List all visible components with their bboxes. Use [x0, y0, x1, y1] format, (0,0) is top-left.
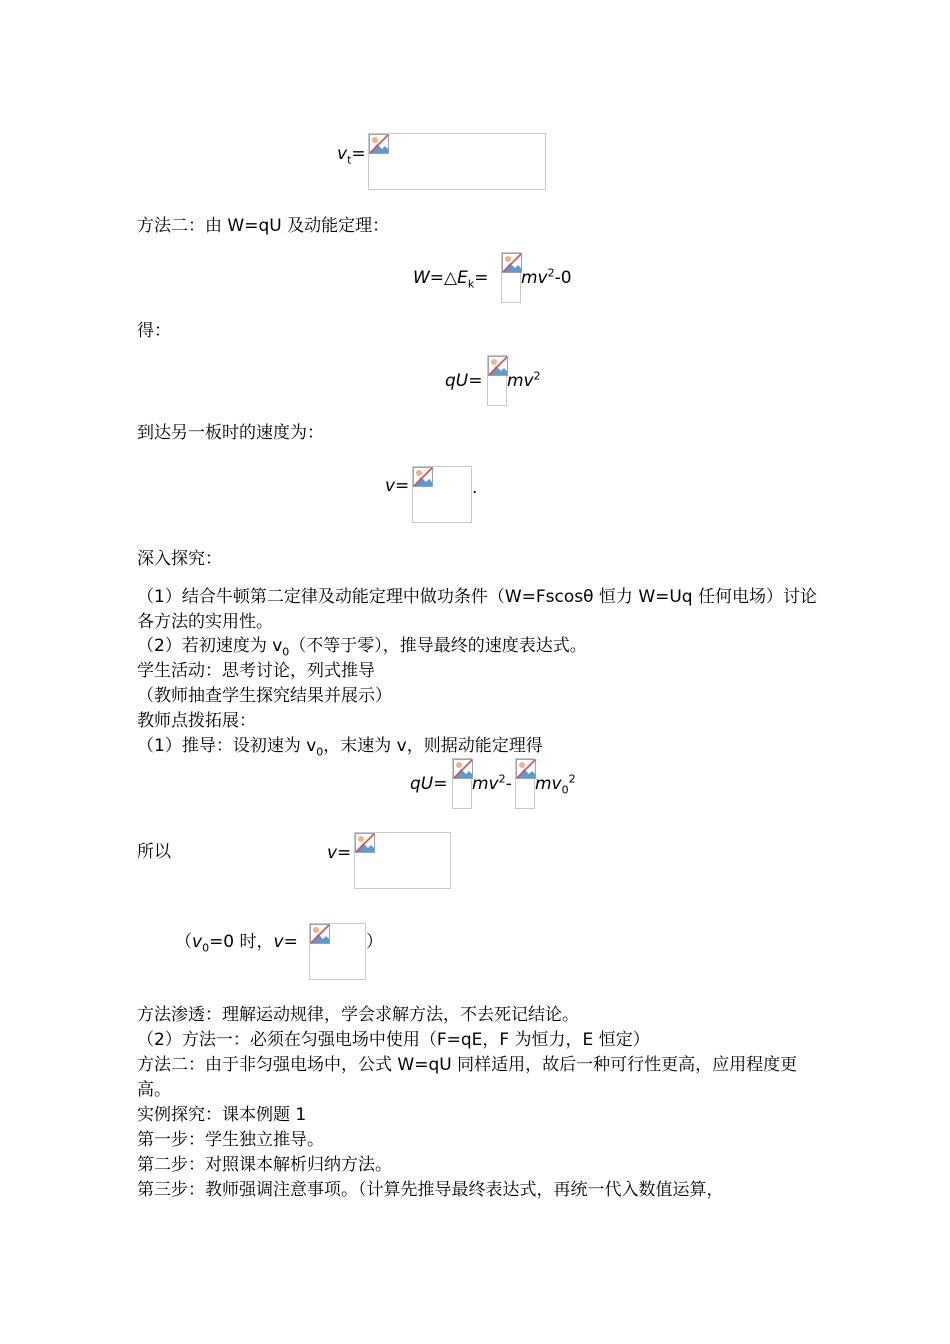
teacher-check: （教师抽查学生探究结果并展示）	[137, 686, 392, 706]
example-inquiry: 实例探究：课本例题 1	[137, 1105, 307, 1125]
broken-image-icon	[369, 134, 389, 154]
label-suoyi: 所以	[137, 842, 171, 862]
heading-deep-inquiry: 深入探究：	[137, 549, 222, 569]
formula-v-period: .	[472, 478, 478, 498]
formula-image	[368, 133, 546, 190]
formula-qu2-lhs: qU=	[410, 774, 448, 794]
formula-image	[452, 758, 472, 809]
formula-suoyi-v: v=	[327, 843, 352, 863]
formula-paren-line: （$v_0=0$ 时，v=	[175, 932, 298, 955]
formula-image	[515, 758, 535, 809]
step-3: 第三步：教师强调注意事项。（计算先推导最终表达式，再统一代入数值运算，	[137, 1180, 724, 1200]
teacher-guidance: 教师点拨拓展：	[137, 711, 256, 731]
method-one: （2）方法一：必须在匀强电场中使用（F=qE，F 为恒力，E 恒定）	[137, 1030, 650, 1050]
student-activity: 学生活动：思考讨论，列式推导	[137, 661, 375, 681]
broken-image-icon	[516, 759, 536, 779]
broken-image-icon	[502, 253, 522, 273]
broken-image-icon	[355, 833, 375, 853]
paragraph-arrive: 到达另一板时的速度为：	[137, 423, 324, 443]
broken-image-icon	[310, 924, 330, 944]
question-1: （1）结合牛顿第二定律及动能定理中做功条件（W=Fscosθ 恒力 W=Uq 任何电场）讨论各方法的实用性。	[137, 587, 818, 632]
formula-image	[487, 355, 507, 406]
question-2: （2）若初速度为 $v_0$（不等于零），推导最终的速度表达式。	[137, 636, 587, 659]
paragraph-de: 得：	[137, 321, 171, 341]
formula-qu2-rhs: $mv_0^2$	[535, 772, 576, 797]
broken-image-icon	[413, 467, 433, 487]
formula-image	[412, 466, 472, 523]
formula-v-lhs: v=	[385, 476, 410, 496]
formula-image	[309, 923, 366, 980]
step-2: 第二步：对照课本解析归纳方法。	[137, 1155, 392, 1175]
broken-image-icon	[453, 759, 473, 779]
formula-w-lhs: $W=\triangle E_k=$	[413, 268, 489, 291]
formula-qu-rhs: $mv^2$	[507, 369, 541, 391]
broken-image-icon	[488, 356, 508, 376]
formula-paren-close: ）	[366, 932, 383, 952]
formula-qu-lhs: qU=	[445, 371, 483, 391]
method-penetration: 方法渗透：理解运动规律，学会求解方法，不去死记结论。	[137, 1005, 579, 1025]
formula-w-rhs: $mv^2-0$	[521, 266, 572, 288]
formula-image	[354, 832, 451, 889]
step-1: 第一步：学生独立推导。	[137, 1130, 324, 1150]
formula-vt-lhs: $v_t=$	[337, 144, 366, 167]
method-two: 方法二：由于非匀强电场中，公式 W=qU 同样适用，故后一种可行性更高，应用程度更高。	[137, 1055, 798, 1100]
paragraph-method2: 方法二：由 W=qU 及动能定理：	[137, 216, 390, 236]
formula-qu2-mid: $mv^2-$	[472, 772, 512, 794]
derivation-intro: （1）推导：设初速为 $v_0$，末速为 v，则据动能定理得	[137, 736, 543, 759]
formula-image	[501, 252, 521, 303]
